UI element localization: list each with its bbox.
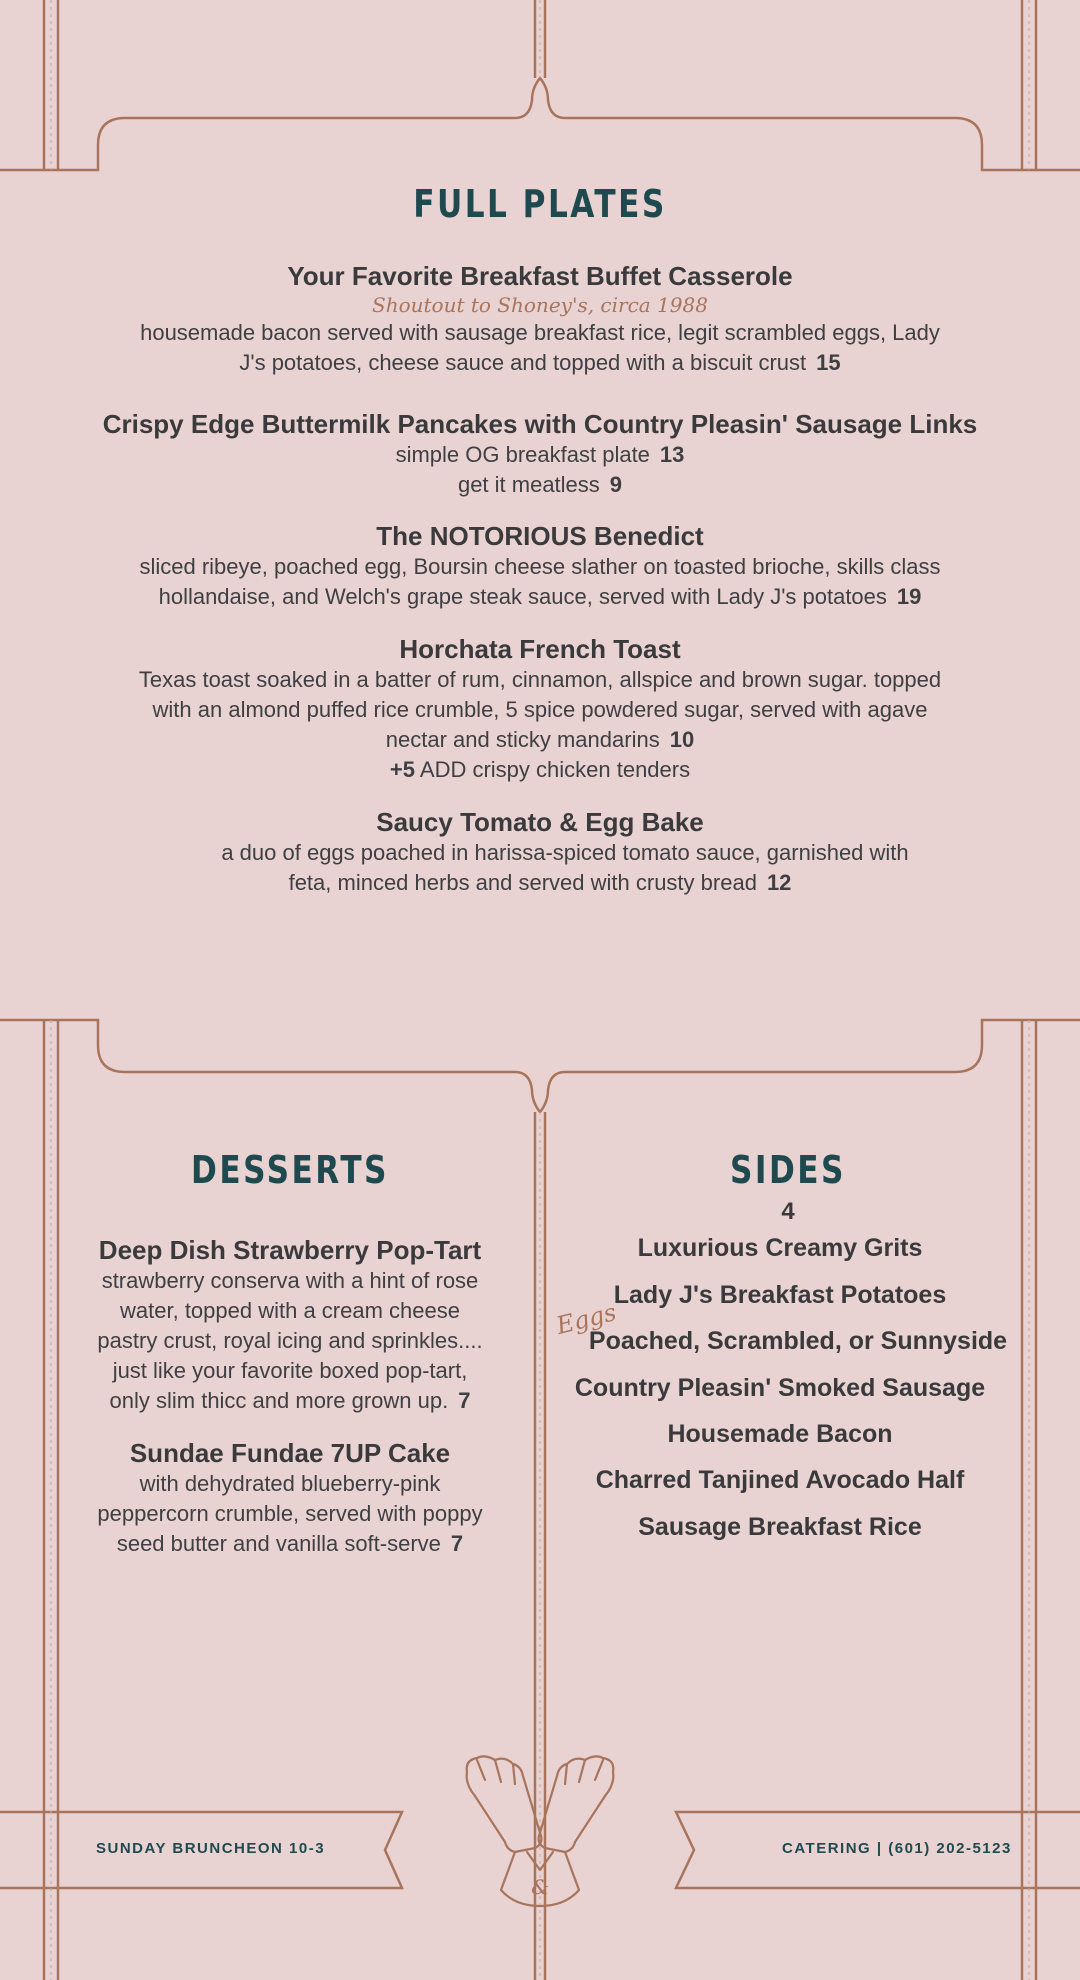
- item-desc: water, topped with a cream cheese: [120, 1298, 460, 1323]
- side-item: Sausage Breakfast Rice: [638, 1513, 922, 1541]
- menu-item-casserole: [90, 260, 990, 378]
- item-price: 19: [896, 584, 922, 609]
- desserts-title: DESSERTS: [191, 1148, 389, 1192]
- side-item: Charred Tanjined Avocado Half: [595, 1466, 965, 1494]
- dessert-item-pop-tart: [90, 1234, 490, 1416]
- item-desc: with dehydrated blueberry-pink: [139, 1471, 441, 1496]
- item-desc: feta, minced herbs and served with crusty bread: [288, 870, 757, 895]
- item-name: Deep Dish Strawberry Pop-Tart: [98, 1235, 482, 1265]
- item-price: 10: [669, 727, 695, 752]
- item-name: Crispy Edge Buttermilk Pancakes with Country Pleasin' Sausage Links: [102, 409, 978, 439]
- item-desc: with an almond puffed rice crumble, 5 spice powdered sugar, served with agave: [152, 697, 928, 722]
- hours-text: SUNDAY BRUNCHEON 10-3: [96, 1840, 326, 1857]
- side-item: Country Pleasin' Smoked Sausage: [574, 1374, 986, 1402]
- addon-price: +5: [389, 757, 415, 782]
- item-option: get it meatless: [457, 472, 600, 497]
- menu-item-pancakes: [90, 408, 990, 500]
- eggs-note: Eggs: [553, 1298, 620, 1340]
- catering-text: CATERING | (601) 202-5123: [782, 1840, 1012, 1857]
- item-note: Shoutout to Shoney's, circa 1988: [372, 293, 708, 317]
- side-item: Poached, Scrambled, or Sunnyside: [588, 1327, 1008, 1355]
- item-name: Horchata French Toast: [399, 634, 681, 664]
- item-desc: strawberry conserva with a hint of rose: [101, 1268, 479, 1293]
- item-price: 7: [450, 1531, 464, 1556]
- menu-item-benedict: [90, 520, 990, 612]
- item-desc: just like your favorite boxed pop-tart,: [112, 1358, 468, 1383]
- item-price: 12: [766, 870, 792, 895]
- addon-text: ADD crispy chicken tenders: [419, 757, 691, 782]
- svg-text:&: &: [531, 1875, 549, 1899]
- item-desc: a duo of eggs poached in harissa-spiced tomato sauce, garnished with: [221, 840, 909, 865]
- item-desc: peppercorn crumble, served with poppy: [97, 1501, 483, 1526]
- item-desc: housemade bacon served with sausage breakfast rice, legit scrambled eggs, Lady: [140, 320, 940, 345]
- item-desc: pastry crust, royal icing and sprinkles....: [97, 1328, 483, 1353]
- item-name: Sundae Fundae 7UP Cake: [129, 1438, 451, 1468]
- menu-item-egg-bake: [90, 806, 990, 898]
- side-item: Housemade Bacon: [667, 1420, 893, 1448]
- menu-item-french-toast: [90, 633, 990, 785]
- dessert-item-7up-cake: [90, 1437, 490, 1559]
- sides-price: 4: [781, 1198, 795, 1225]
- item-desc: hollandaise, and Welch's grape steak sauce, served with Lady J's potatoes: [158, 584, 887, 609]
- full-plates-title: FULL PLATES: [413, 182, 667, 226]
- item-name: The NOTORIOUS Benedict: [376, 521, 704, 551]
- item-desc: sliced ribeye, poached egg, Boursin cheese slather on toasted brioche, skills class: [139, 554, 941, 579]
- side-item: Lady J's Breakfast Potatoes: [613, 1281, 947, 1309]
- side-item: Luxurious Creamy Grits: [637, 1234, 923, 1262]
- item-desc: seed butter and vanilla soft-serve: [116, 1531, 441, 1556]
- hands-logo-icon: [455, 1740, 625, 1910]
- item-name: Your Favorite Breakfast Buffet Casserole: [287, 261, 793, 291]
- sides-title: SIDES: [730, 1148, 846, 1192]
- item-name: Saucy Tomato & Egg Bake: [376, 807, 704, 837]
- item-price: 7: [458, 1388, 471, 1413]
- item-option: simple OG breakfast plate: [395, 442, 650, 467]
- item-desc: Texas toast soaked in a batter of rum, cinnamon, allspice and brown sugar. topped: [138, 667, 942, 692]
- item-desc: nectar and sticky mandarins: [385, 727, 660, 752]
- item-price: 9: [609, 472, 623, 497]
- item-desc: J's potatoes, cheese sauce and topped with a biscuit crust: [239, 350, 807, 375]
- item-price: 13: [659, 442, 685, 467]
- item-desc: only slim thicc and more grown up.: [109, 1388, 449, 1413]
- item-price: 15: [816, 350, 841, 375]
